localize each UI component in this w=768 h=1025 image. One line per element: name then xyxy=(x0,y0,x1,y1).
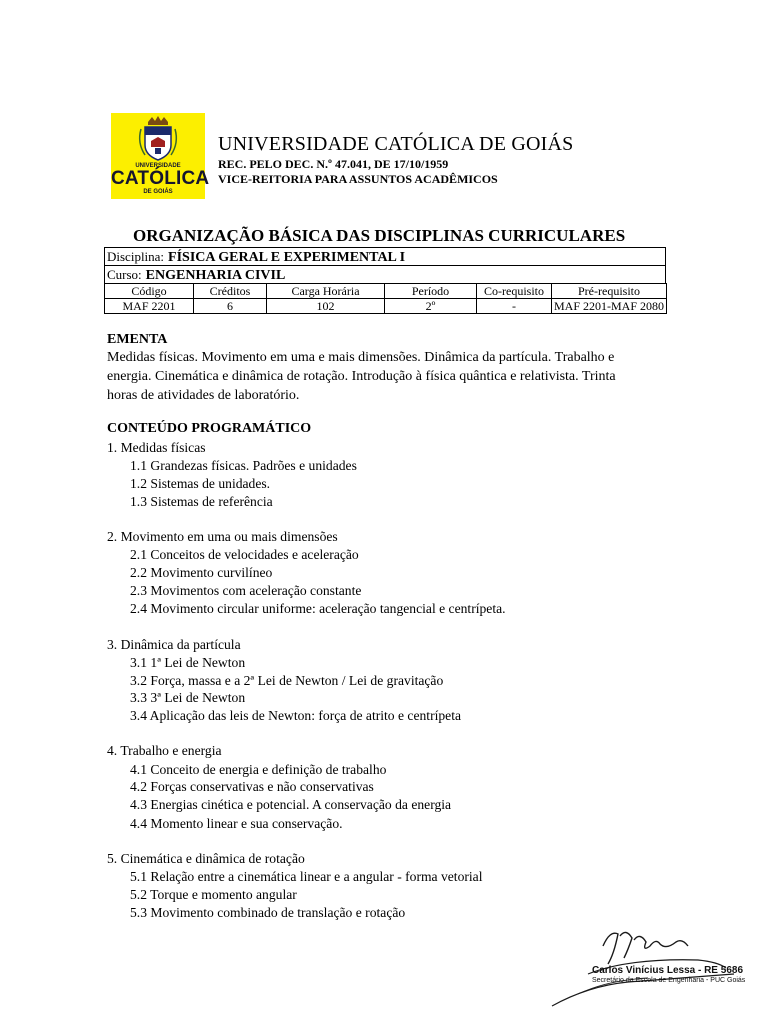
table-row xyxy=(105,299,667,314)
list-item: 2.3 Movimentos com aceleração constante xyxy=(130,583,362,598)
signature-stamp xyxy=(548,924,746,1020)
section-title: 4. Trabalho e energia xyxy=(107,743,222,758)
course-value: ENGENHARIA CIVIL xyxy=(145,268,286,283)
table-cell: - xyxy=(477,299,552,314)
table-header-cell: Créditos xyxy=(194,284,267,299)
list-item: 5.1 Relação entre a cinemática linear e a angular - forma vetorial xyxy=(130,869,483,884)
course-info-table xyxy=(104,283,667,314)
document-title: ORGANIZAÇÃO BÁSICA DAS DISCIPLINAS CURRICULARES xyxy=(133,226,626,245)
university-logo xyxy=(111,113,210,199)
table-cell: 6 xyxy=(194,299,267,314)
list-item: 4.2 Forças conservativas e não conservativas xyxy=(130,779,374,794)
list-item: 5.2 Torque e momento angular xyxy=(130,887,297,902)
section-title: 2. Movimento em uma ou mais dimensões xyxy=(107,529,338,544)
list-item: 3.1 1ª Lei de Newton xyxy=(130,655,246,670)
course-row xyxy=(104,265,666,284)
decree-line: REC. PELO DEC. N.º 47.041, DE 17/10/1959 xyxy=(218,157,449,171)
table-cell: 102 xyxy=(267,299,385,314)
list-item: 2.4 Movimento circular uniforme: aceleração tangencial e centrípeta. xyxy=(130,601,506,616)
office-line: VICE-REITORIA PARA ASSUNTOS ACADÊMICOS xyxy=(218,172,498,186)
section-title: 3. Dinâmica da partícula xyxy=(107,637,241,652)
ementa-line: energia. Cinemática e dinâmica de rotação. Introdução à física quântica e relativista. Trinta xyxy=(107,369,616,384)
ementa-line: Medidas físicas. Movimento em uma e mais dimensões. Dinâmica da partícula. Trabalho e xyxy=(107,350,615,365)
logo-line-1: UNIVERSIDADE xyxy=(135,163,181,169)
ementa-heading: EMENTA xyxy=(107,332,168,347)
signature-name: Carlos Vinícius Lessa - RE 5686 xyxy=(592,965,744,976)
list-item: 3.2 Força, massa e a 2ª Lei de Newton / Lei de gravitação xyxy=(130,673,444,688)
course-label: Curso: xyxy=(107,267,142,282)
logo-line-2: CATÓLICA xyxy=(111,168,210,189)
list-item: 1.3 Sistemas de referência xyxy=(130,494,273,509)
discipline-label: Disciplina: xyxy=(107,249,165,264)
logo-line-3: DE GOIÁS xyxy=(143,189,173,195)
list-item: 4.1 Conceito de energia e definição de trabalho xyxy=(130,762,387,777)
list-item: 4.4 Momento linear e sua conservação. xyxy=(130,816,343,831)
conteudo-heading: CONTEÚDO PROGRAMÁTICO xyxy=(107,421,312,436)
ementa-line: horas de atividades de laboratório. xyxy=(107,388,300,403)
ementa-text xyxy=(107,348,667,405)
list-item: 1.2 Sistemas de unidades. xyxy=(130,476,271,491)
table-header-cell: Período xyxy=(385,284,477,299)
discipline-value: FÍSICA GERAL E EXPERIMENTAL I xyxy=(168,250,406,265)
table-cell: MAF 2201-MAF 2080 xyxy=(552,299,667,314)
list-item: 4.3 Energias cinética e potencial. A conservação da energia xyxy=(130,797,452,812)
table-cell: 2º xyxy=(385,299,477,314)
list-item: 1.1 Grandezas físicas. Padrões e unidades xyxy=(130,458,357,473)
list-item: 3.4 Aplicação das leis de Newton: força de atrito e centrípeta xyxy=(130,708,462,723)
list-item: 2.1 Conceitos de velocidades e aceleração xyxy=(130,547,359,562)
list-item: 3.3 3ª Lei de Newton xyxy=(130,690,246,705)
list-item: 2.2 Movimento curvilíneo xyxy=(130,565,273,580)
table-header-cell: Pré-requisito xyxy=(552,284,667,299)
university-name: UNIVERSIDADE CATÓLICA DE GOIÁS xyxy=(218,133,574,155)
section-title: 1. Medidas físicas xyxy=(107,440,206,455)
list-item: 5.3 Movimento combinado de translação e rotação xyxy=(130,905,406,920)
table-header-cell: Co-requisito xyxy=(477,284,552,299)
table-header-cell: Código xyxy=(105,284,194,299)
discipline-row xyxy=(104,247,666,266)
signature-role: Secretário da Escola de Engenharia - PUC Goiás xyxy=(592,977,746,984)
section-title: 5. Cinemática e dinâmica de rotação xyxy=(107,851,305,866)
table-cell: MAF 2201 xyxy=(105,299,194,314)
table-header-cell: Carga Horária xyxy=(267,284,385,299)
table-header-row xyxy=(105,284,667,299)
